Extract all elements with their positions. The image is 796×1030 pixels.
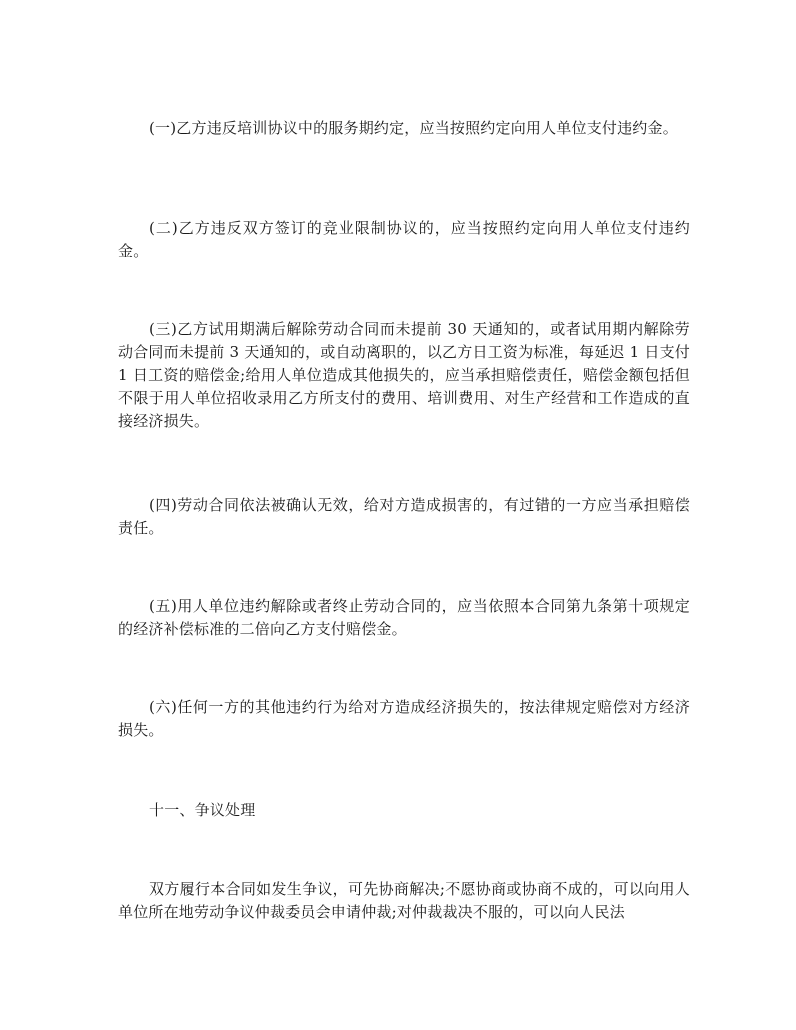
section-heading-dispute-resolution: 十一、争议处理 [149, 801, 256, 819]
paragraph-invalid-contract: (四)劳动合同依法被确认无效，给对方造成损害的，有过错的一方应当承担赔偿责任。 [118, 496, 690, 537]
paragraph-breach-non-compete: (二)乙方违反双方签订的竞业限制协议的，应当按照约定向用人单位支付违约金。 [118, 219, 690, 260]
paragraph-dispute-resolution: 双方履行本合同如发生争议，可先协商解决;不愿协商或协商不成的，可以向用人单位所在地劳动争议仲裁委员会申请仲裁;对仲裁裁决不服的，可以向人民法 [118, 880, 690, 921]
paragraph-employer-unlawful-termination: (五)用人单位违约解除或者终止劳动合同的，应当依照本合同第九条第十项规定的经济补偿标准的二倍向乙方支付赔偿金。 [118, 597, 690, 638]
paragraph-other-breach: (六)任何一方的其他违约行为给对方造成经济损失的，按法律规定赔偿对方经济损失。 [118, 698, 690, 739]
paragraph-breach-training-agreement: (一)乙方违反培训协议中的服务期约定，应当按照约定向用人单位支付违约金。 [149, 119, 678, 137]
paragraph-early-termination-notice: (三)乙方试用期满后解除劳动合同而未提前 30 天通知的，或者试用期内解除劳动合同而未提前 3 天通知的，或自动离职的，以乙方日工资为标准，每延迟 1 日支付 1 日工资的赔偿金;给用人单位造成其他损失的，应当承担赔偿责任，赔偿金额包括但不限于用人单位招收录用乙方所支付的费用、培训费用、对生产经营和工作造成的直接经济损失。 [118, 320, 690, 430]
